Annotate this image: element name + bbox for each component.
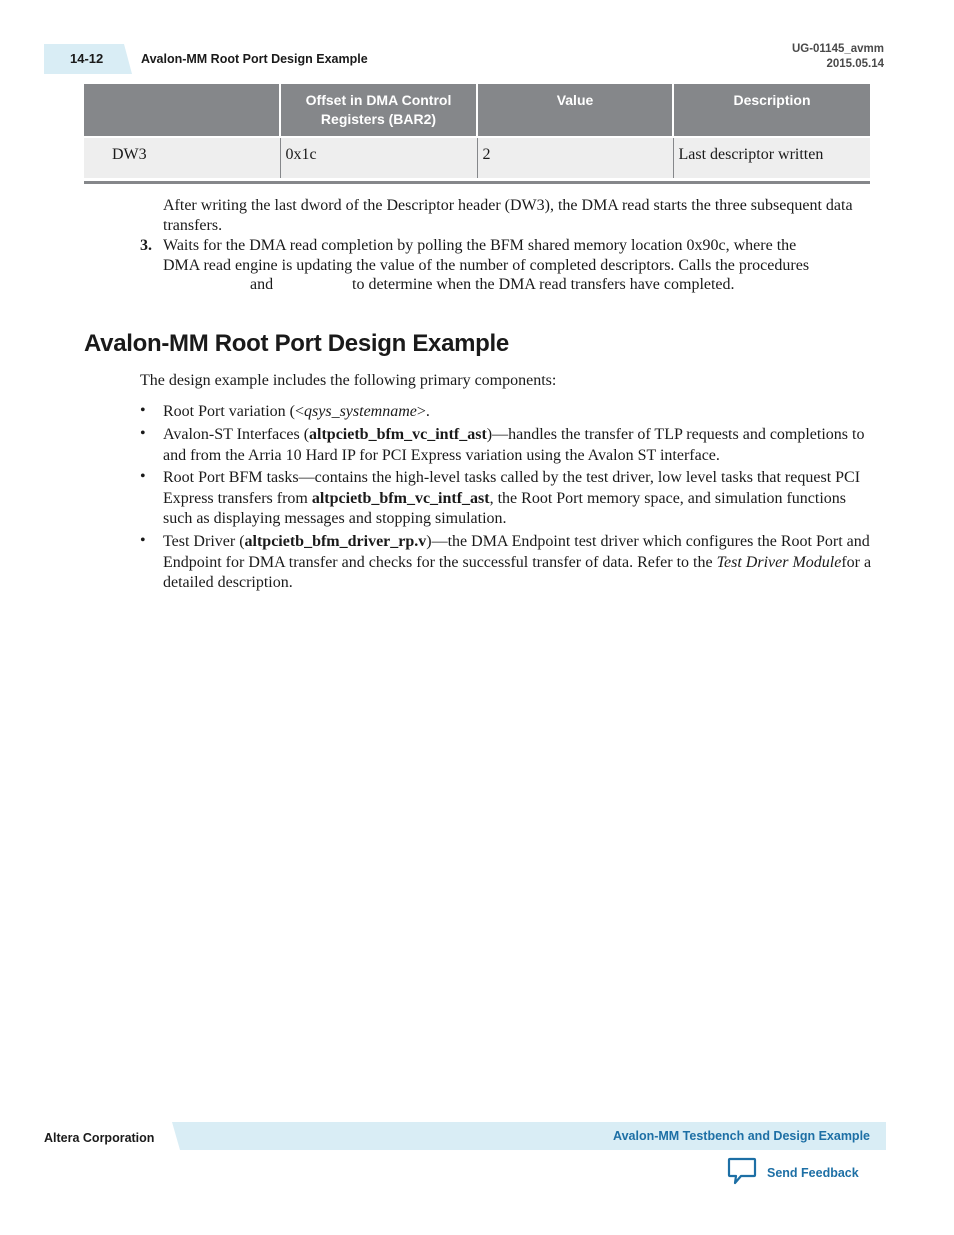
bullet-dot: • xyxy=(140,532,146,549)
cross-reference-link[interactable]: Test Driver Module xyxy=(716,553,842,571)
table-bottom-rule xyxy=(84,181,870,184)
step-3-text xyxy=(163,236,873,295)
table-row xyxy=(84,137,870,178)
column-header-offset: Offset in DMA Control Registers (BAR2) xyxy=(280,84,477,137)
list-item: Test Driver (altpcietb_bfm_driver_rp.v)—the DMA Endpoint test driver which configures the Root Port and Endpoint for DMA transfer and checks for the successful transfer of data. Refer to the Test Driver Modulefor a detailed description. xyxy=(163,533,872,591)
footer-chapter-title: Avalon-MM Testbench and Design Example xyxy=(613,1129,870,1143)
step-3-and: and xyxy=(250,276,274,293)
column-header-description: Description xyxy=(673,84,870,137)
code-name: altpcietb_bfm_vc_intf_ast xyxy=(311,489,490,507)
table-cell: DW3 xyxy=(84,137,280,178)
code-name: altpcietb_bfm_driver_rp.v xyxy=(244,533,427,550)
section-heading: Avalon-MM Root Port Design Example xyxy=(84,330,509,357)
doc-id-code: UG-01145_avmm xyxy=(791,43,884,55)
register-table xyxy=(84,84,870,178)
descriptor-paragraph: After writing the last dword of the Descriptor header (DW3), the DMA read starts the three subsequent data transfers. xyxy=(163,197,853,234)
send-feedback-label: Send Feedback xyxy=(767,1166,859,1180)
speech-bubble-icon xyxy=(727,1157,757,1190)
send-feedback-link[interactable] xyxy=(727,1158,859,1188)
step-3-rest: to determine when the DMA read transfers have completed. xyxy=(352,276,735,293)
running-title: Avalon-MM Root Port Design Example xyxy=(141,52,368,66)
table-cell: Last descriptor written xyxy=(673,137,870,178)
document-id xyxy=(792,42,884,72)
page-number: 14-12 xyxy=(70,51,104,66)
bullet-dot: • xyxy=(140,425,146,442)
table-header-row xyxy=(84,84,870,137)
code-name: altpcietb_bfm_vc_intf_ast xyxy=(309,426,487,443)
bullet-dot: • xyxy=(140,402,146,419)
step-3-line xyxy=(163,275,873,295)
bullet-dot: • xyxy=(140,468,146,485)
list-item: Root Port variation (<qsys_systemname>. xyxy=(163,403,430,420)
column-header-value: Value xyxy=(477,84,673,137)
code-name: qsys_systemname xyxy=(304,403,417,420)
table-cell: 0x1c xyxy=(280,137,477,178)
table-cell: 2 xyxy=(477,137,673,178)
list-item: Root Port BFM tasks—contains the high-level tasks called by the test driver, low level tasks that request PCI Express transfers from altpcietb_bfm_vc_intf_ast, the Root Port memory space, and simulation functions such as displaying messages and stopping simulation. xyxy=(163,469,861,527)
footer-company: Altera Corporation xyxy=(44,1131,155,1145)
list-item: Avalon-ST Interfaces (altpcietb_bfm_vc_intf_ast)—handles the transfer of TLP requests and completions to and from the Arria 10 Hard IP for PCI Express variation using the Avalon ST interface. xyxy=(163,426,865,464)
step-3-line: DMA read engine is updating the value of the number of completed descriptors. Calls the procedures xyxy=(163,256,810,274)
step-number: 3. xyxy=(140,237,152,254)
column-header xyxy=(84,84,280,137)
doc-date: 2015.05.14 xyxy=(826,58,884,70)
step-3-line: Waits for the DMA read completion by polling the BFM shared memory location 0x90c, where the xyxy=(163,237,797,254)
section-intro: The design example includes the following primary components: xyxy=(140,372,557,389)
